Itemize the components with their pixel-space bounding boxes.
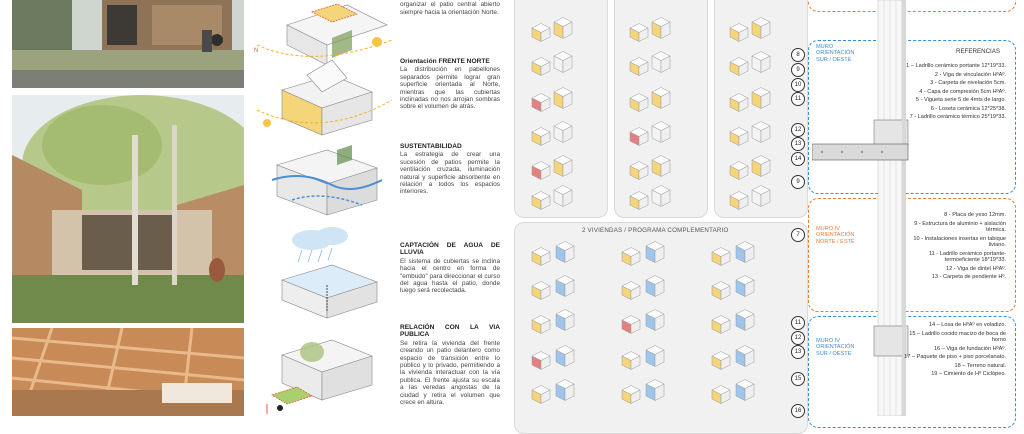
house-volume [730,192,748,210]
reference-item: 3 - Carpeta de nivelación 5cm. [930,80,1006,86]
house-volume [652,186,670,207]
reference-item: 17 – Paquete de piso + piso porcelanato. [904,354,1006,360]
reference-item: 5 - Vigueta serie 5 de 4mts de largo. [915,97,1006,103]
house-volume [556,276,574,297]
reference-item: 12 - Viga de dintel HºAº. [946,265,1006,272]
house-volume [752,52,770,73]
house-volume [752,88,770,109]
reference-item: 16 – Viga de fundación HºAº. [933,345,1006,352]
house-volume [622,316,640,334]
house-volume [532,352,550,370]
section-number: 16 [791,404,805,418]
text-street [400,324,500,406]
house-volume [554,52,572,73]
house-volume [532,162,550,180]
section-number: 13 [791,137,805,151]
house-volume [556,346,574,367]
reference-item: 7 - Ladrillo cerámico térmico 25*19*33. [909,114,1006,120]
house-volume [736,310,754,331]
references-title: REFERENCIAS [956,48,1001,55]
house-volume [736,380,754,401]
courtyard-photo [12,95,244,323]
house-volume [630,162,648,180]
section-number: 9 [791,175,805,189]
references-list-1 [896,63,1006,123]
house-volume [554,186,572,207]
ventilation-diagram [272,145,382,215]
house-volume [622,248,640,266]
house-volume [652,122,670,143]
section-label-2: MURO IV ORIENTACIÓN NORTE / ESTE [816,226,855,245]
house-volume [622,282,640,300]
street-relation-diagram [267,340,372,414]
house-volume [652,18,670,39]
text-sustainability [400,143,500,196]
section-number: 8 [791,48,805,62]
house-volume [646,276,664,297]
section-number: 15 [791,372,805,386]
house-volume [752,156,770,177]
house-volume [730,94,748,112]
house-volume [532,58,550,76]
section-label-3: MURO IV ORIENTACIÓN SUR / OESTE [816,338,855,357]
house-volume [736,242,754,263]
strategy-diagrams [252,0,397,416]
reference-item: 4 - Capa de compresión 5cm HºAº. [919,88,1006,95]
reference-item: 6 - Loseta cerámica 12*25*38. [930,105,1006,112]
house-volume [730,24,748,42]
house-volume [712,282,730,300]
house-volume [622,352,640,370]
reference-item: 2 - Viga de vinculación HºAº. [934,71,1006,78]
reference-item: 11 - Ladrillo cerámico portante-termoeficiente 18*19*33. [928,250,1006,263]
text-orientation [400,58,500,111]
house-volume [646,346,664,367]
house-volume [532,248,550,266]
reference-item: 9 - Estructura de aluminio + aislación térmica. [914,220,1006,233]
section-number: 12 [791,331,805,345]
reference-item: 10 - Instalaciones insertas en tabique liviano. [913,235,1006,248]
section-number: 12 [791,123,805,137]
house-volume [712,248,730,266]
house-volume [532,316,550,334]
house-volume [646,380,664,401]
house-volume [554,18,572,39]
reference-item: 18 – Terreno natural. [954,362,1006,369]
panel-bottom-title: 2 VIVIENDAS / PROGRAMA COMPLEMENTARIO [582,227,729,234]
text-rainwater [400,242,500,295]
house-volume [554,156,572,177]
house-volume [752,18,770,39]
house-volume [730,128,748,146]
sustainability-text: La estrategia de crear una sucesión de patios permite la ventilación cruzada, iluminación natural y superficie absorbente en relación a todos los espacios interiores. [400,151,500,196]
house-volume [630,58,648,76]
house-volume [652,156,670,177]
house-volume [532,94,550,112]
house-volume [630,24,648,42]
house-volume [730,58,748,76]
section-number: 9 [791,63,805,77]
exterior-photo [12,0,244,88]
orientation-title: Orientación FRENTE NORTE [400,58,490,65]
sustainability-title: SUSTENTABILIDAD [400,143,462,150]
house-volume [736,346,754,367]
reference-item: 19 – Cimiento de Hº Ciclópeo. [931,371,1006,377]
house-volume [556,242,574,263]
house-volume [532,24,550,42]
references-list-2 [896,212,1006,283]
house-volume [630,128,648,146]
house-volume [532,192,550,210]
text-horseshoe [400,0,500,16]
section-number: 13 [791,345,805,359]
slab-section-drawing [812,140,912,164]
variant-house-icons [514,0,806,416]
section-number: 14 [791,152,805,166]
house-volume [752,122,770,143]
house-volume [646,242,664,263]
section-number: 7 [791,228,805,242]
rainwater-title: CAPTACIÓN DE AGUA DE LLUVIA [400,242,500,257]
references-list-3 [896,322,1006,380]
reference-item: 8 - Placa de yeso 12mm. [944,212,1006,218]
house-volume [752,186,770,207]
rainwater-diagram [282,227,377,318]
house-volume [712,316,730,334]
house-volume [652,88,670,109]
rainwater-text: El sistema de cubiertas se inclina hacia el centro en forma de "embudo" para direccionar el curso del agua hasta el patio, donde luego será recolectada. [400,257,500,295]
house-volume [736,276,754,297]
house-volume [554,88,572,109]
roof-interior-photo [12,328,244,416]
horseshoe-text: organizar el patio central abierto siempre hacia la orientación Norte. [400,1,500,16]
house-volume [730,162,748,180]
street-title: RELACIÓN CON LA VIA PUBLICA [400,324,500,339]
house-volume [556,380,574,401]
house-volume [532,282,550,300]
house-volume [712,386,730,404]
house-volume [532,128,550,146]
orientation-text: La distribución en pabellones separados permite lograr gran superficie orientada al Norte, mientras que las cubiertas inclinadas no nos arrojan sombras sobre el volumen de atrás. [400,66,500,111]
house-volume [646,310,664,331]
house-volume [712,352,730,370]
section-number: 11 [791,92,805,106]
street-text: Se retira la vivienda del frente creando un patio delantero como espacio de transición entre lo público y lo privado, permitiendo a la vivienda interactuar con la vía publica. El frente ajusta su escala a las veredas angostas de la ciudad y retira el volumen que crece en altura. [400,339,500,407]
section-number: 10 [791,78,805,92]
reference-item: 1 – Ladrillo cerámico portante 12*19*33. [906,63,1006,69]
section-box-top [808,0,1016,12]
house-volume [622,386,640,404]
house-volume [652,52,670,73]
house-volume [630,192,648,210]
house-volume [630,94,648,112]
house-volume [532,386,550,404]
horseshoe-diagram [254,4,392,65]
svg-text:N: N [254,48,259,54]
house-volume [554,122,572,143]
reference-item: 15 – Ladrillo cocido macizo de boca de horno [909,330,1006,343]
house-volume [556,310,574,331]
reference-item: 14 – Losa de HºAº en voladizo. [928,322,1006,328]
section-label-1: MURO ORIENTACIÓN SUR / OESTE [816,44,855,63]
section-number: 11 [791,316,805,330]
reference-item: 13 - Carpeta de pendiente Hº. [931,274,1006,280]
orientation-diagram [257,60,392,135]
